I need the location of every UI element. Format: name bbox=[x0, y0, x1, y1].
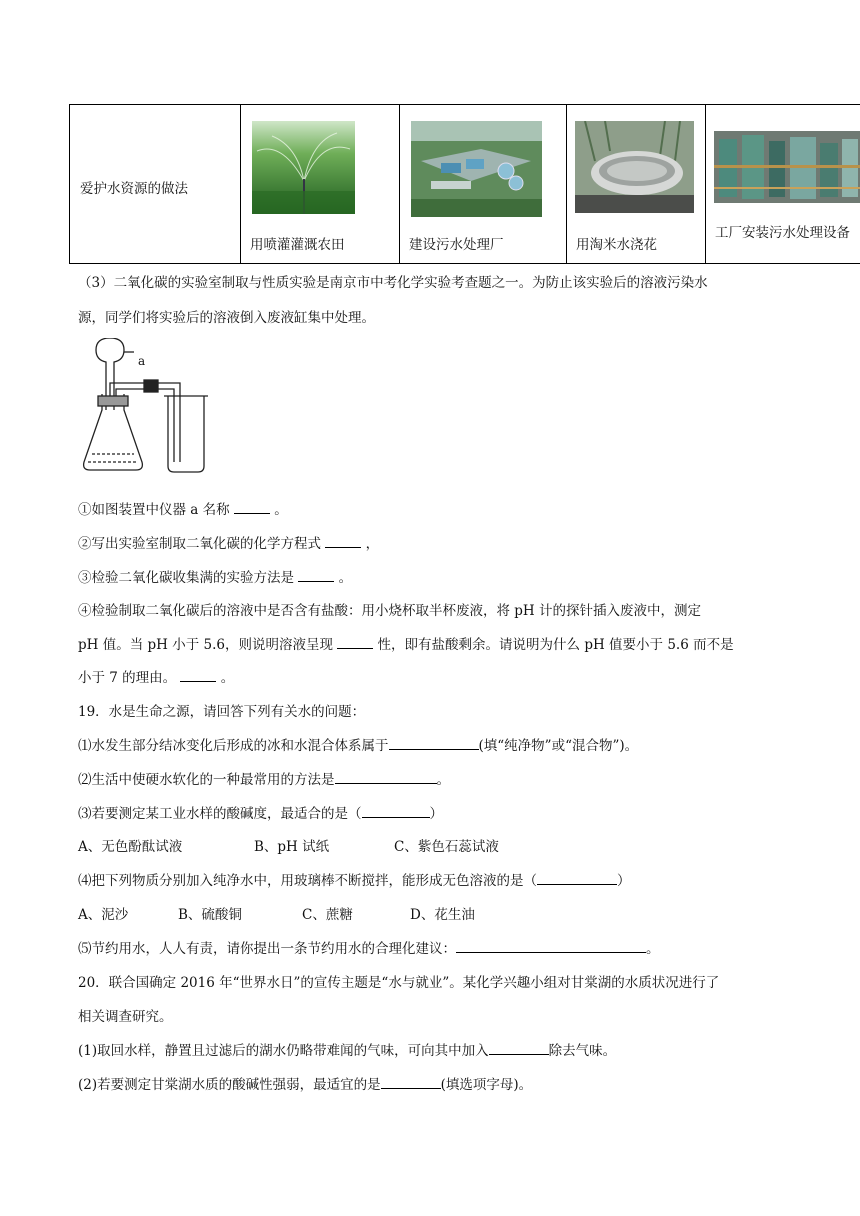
option-d: D、花生油 bbox=[410, 907, 475, 923]
option-c: C、紫色石蕊试液 bbox=[394, 839, 499, 855]
question-3-3-end: 。 bbox=[334, 570, 353, 586]
question-3-4-line3 bbox=[78, 666, 234, 686]
question-3-4-reason: 小于 7 的理由。 bbox=[78, 670, 181, 686]
table-cell-sprinkler bbox=[240, 105, 400, 263]
question-20-1-text: (1)取回水样，静置且过滤后的湖水仍略带难闻的气味，可向其中加入 bbox=[78, 1043, 489, 1059]
question-3-4-line1: ④检验制取二氧化碳后的溶液中是否含有盐酸：用小烧杯取半杯废液，将 pH 计的探针插入废液中，测定 bbox=[78, 603, 701, 619]
co2-apparatus-diagram bbox=[80, 338, 215, 480]
sprinkler-irrigation-photo bbox=[252, 121, 355, 214]
question-19-5-end: 。 bbox=[646, 941, 660, 957]
question-3-3-text: ③检验二氧化碳收集满的实验方法是 bbox=[78, 570, 299, 586]
question-3-4-end: 。 bbox=[216, 670, 235, 686]
question-3-4-text-cont: 性，即有盐酸剩余。请说明为什么 pH 值要小于 5.6 而不是 bbox=[373, 637, 734, 653]
question-3-1-end: 。 bbox=[269, 502, 288, 518]
table-cell-factory-equipment bbox=[705, 105, 860, 263]
question-19-4-options bbox=[78, 903, 475, 923]
answer-blank[interactable] bbox=[381, 1076, 441, 1089]
question-19-5 bbox=[78, 937, 660, 957]
table-cell-sewage-plant bbox=[399, 105, 567, 263]
question-19-3-text: ⑶若要测定某工业水样的酸碱度，最适合的是（ bbox=[78, 806, 362, 822]
question-3-2-text: ②写出实验室制取二氧化碳的化学方程式 bbox=[78, 536, 326, 552]
question-3-1-text: ①如图装置中仪器 a 名称 bbox=[78, 502, 234, 518]
answer-blank[interactable] bbox=[337, 636, 373, 649]
question-19-2-end: 。 bbox=[436, 772, 450, 788]
question-19-4 bbox=[78, 869, 631, 889]
answer-blank[interactable] bbox=[298, 569, 334, 582]
table-row-header-cell bbox=[69, 105, 241, 263]
question-3-2 bbox=[78, 532, 379, 552]
question-19-3-end: ） bbox=[429, 806, 443, 822]
question-3-3 bbox=[78, 566, 352, 586]
question-3-1 bbox=[78, 498, 288, 518]
answer-blank[interactable] bbox=[234, 501, 270, 514]
question-19-1-text: ⑴水发生部分结冰变化后形成的冰和水混合体系属于 bbox=[78, 738, 389, 754]
answer-blank[interactable] bbox=[389, 737, 479, 750]
question-19-1-end: (填“纯净物”或“混合物”)。 bbox=[478, 738, 639, 754]
answer-blank[interactable] bbox=[325, 535, 361, 548]
question-19-3-options bbox=[78, 835, 499, 855]
option-b: B、硫酸铜 bbox=[178, 907, 242, 923]
water-conservation-table bbox=[69, 104, 860, 264]
question-20-line2: 相关调查研究。 bbox=[78, 1009, 173, 1025]
question-20-1-end: 除去气味。 bbox=[548, 1043, 617, 1059]
answer-blank[interactable] bbox=[537, 872, 617, 885]
question-3-4-text: pH 值。当 pH 小于 5.6，则说明溶液呈现 bbox=[78, 637, 338, 653]
question-19-3 bbox=[78, 802, 443, 822]
question-19-2-text: ⑵生活中使硬水软化的一种最常用的方法是 bbox=[78, 772, 335, 788]
section3-intro-line1: （3）二氧化碳的实验室制取与性质实验是南京市中考化学实验考查题之一。为防止该实验后的溶液污染水 bbox=[78, 275, 708, 291]
option-a: A、无色酚酞试液 bbox=[78, 839, 183, 855]
caption-sprinkler: 用喷灌灌溉农田 bbox=[250, 237, 345, 253]
answer-blank[interactable] bbox=[335, 771, 437, 784]
question-19-5-text: ⑸节约用水，人人有责，请你提出一条节约用水的合理化建议： bbox=[78, 941, 456, 957]
answer-blank[interactable] bbox=[456, 940, 646, 953]
question-20-2-end: (填选项字母)。 bbox=[440, 1077, 533, 1093]
answer-blank[interactable] bbox=[489, 1042, 549, 1055]
row-header-label: 爱护水资源的做法 bbox=[80, 181, 188, 197]
apparatus-label-a: a bbox=[138, 354, 146, 368]
caption-sewage-plant: 建设污水处理厂 bbox=[409, 237, 504, 253]
question-19-4-end: ） bbox=[617, 873, 631, 889]
option-a: A、泥沙 bbox=[78, 907, 129, 923]
question-19-1 bbox=[78, 734, 638, 754]
caption-factory-equipment: 工厂安装污水处理设备 bbox=[715, 225, 850, 241]
question-20-line1: 20．联合国确定 2016 年“世界水日”的宣传主题是“水与就业”。某化学兴趣小组对甘棠湖的水质状况进行了 bbox=[78, 975, 720, 991]
question-20-2-text: (2)若要测定甘棠湖水质的酸碱性强弱，最适宜的是 bbox=[78, 1077, 381, 1093]
option-c: C、蔗糖 bbox=[302, 907, 353, 923]
answer-blank[interactable] bbox=[180, 669, 216, 682]
factory-equipment-photo bbox=[714, 131, 860, 203]
question-3-4-line2 bbox=[78, 633, 734, 653]
answer-blank[interactable] bbox=[362, 805, 430, 818]
question-3-2-end: ， bbox=[361, 536, 380, 552]
section3-intro-line2: 源，同学们将实验后的溶液倒入废液缸集中处理。 bbox=[78, 310, 375, 326]
rice-water-basin-photo bbox=[575, 121, 694, 213]
question-19-2 bbox=[78, 768, 450, 788]
question-20-1 bbox=[78, 1039, 616, 1059]
table-cell-rice-water bbox=[566, 105, 706, 263]
sewage-plant-aerial-photo bbox=[411, 121, 542, 217]
caption-rice-water: 用淘米水浇花 bbox=[576, 237, 657, 253]
question-19-4-text: ⑷把下列物质分别加入纯净水中，用玻璃棒不断搅拌，能形成无色溶液的是（ bbox=[78, 873, 537, 889]
question-19-title: 19．水是生命之源，请回答下列有关水的问题： bbox=[78, 704, 366, 720]
option-b: B、pH 试纸 bbox=[254, 839, 330, 855]
question-20-2 bbox=[78, 1073, 532, 1093]
